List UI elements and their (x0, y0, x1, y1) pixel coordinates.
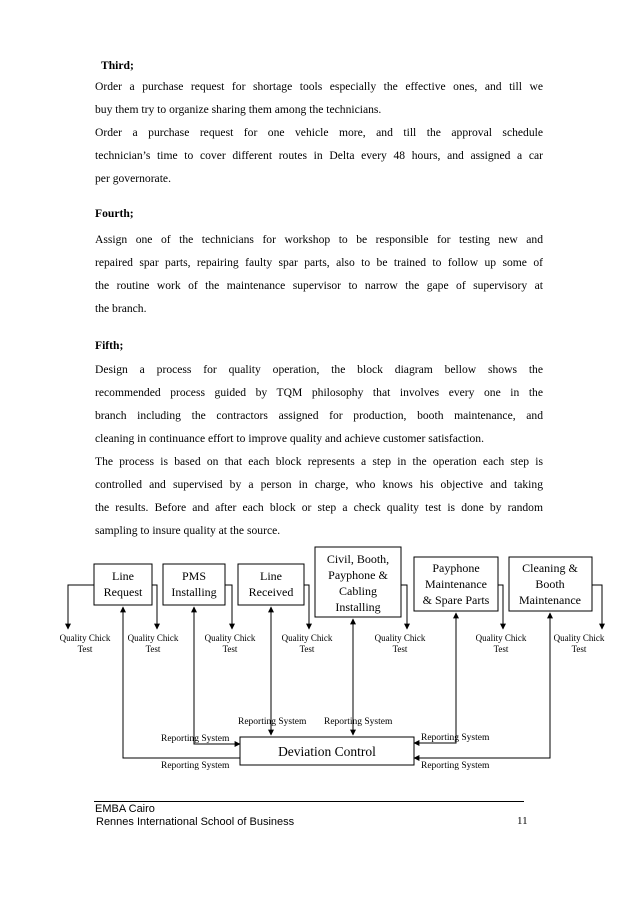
text-line: sampling to insure quality at the source. (95, 524, 281, 537)
quality-label: Quality Chick (553, 633, 605, 643)
quality-label: Test (299, 644, 315, 654)
deviation-control-label: Deviation Control (278, 744, 376, 759)
text-line: per governorate. (95, 172, 171, 185)
block-line-request (94, 564, 152, 605)
quality-label: Test (77, 644, 93, 654)
block-label: Maintenance (425, 577, 487, 591)
text-line: controlled and supervised by a person in charge, who knows his objective and taking (95, 478, 543, 491)
text-line: The process is based on that each block represents a step in the operation each step is (95, 455, 543, 468)
heading-third: Third; (101, 59, 134, 72)
quality-label: Test (392, 644, 408, 654)
block-pms-installing (163, 564, 225, 605)
quality-label: Test (493, 644, 509, 654)
block-label: Cleaning & (522, 561, 578, 575)
block-label: Received (248, 585, 294, 599)
block-label: Cabling (339, 584, 377, 598)
quality-test-labels (60, 633, 605, 654)
page-number: 11 (517, 815, 528, 827)
block-label: PMS (181, 569, 207, 583)
block-label: & Spare Parts (422, 593, 490, 607)
footer-divider (94, 801, 524, 802)
deviation-control-box (240, 737, 414, 765)
text-line: branch including the contractors assigned for production, booth maintenance, and (95, 409, 543, 422)
text-line: Order a purchase request for one vehicle more, and till the approval schedule (95, 126, 543, 139)
text-line: cleaning in continuance effort to improve quality and achieve customer satisfaction. (95, 432, 485, 445)
text-line: the routine work of the maintenance supervisor to narrow the gape of supervisory at (95, 279, 543, 292)
heading-fourth: Fourth; (95, 207, 134, 220)
block-payphone-maintenance (414, 557, 498, 611)
reporting-label: Reporting System (324, 717, 393, 727)
text-line: the results. Before and after each block or step a check quality test is done by random (95, 501, 543, 514)
text-line: recommended process guided by TQM philosophy that involves every one in the (95, 386, 543, 399)
text-line: Order a purchase request for shortage tools especially the effective ones, and till we (95, 80, 543, 93)
reporting-label: Reporting System (421, 733, 490, 743)
text-line: technician’s time to cover different routes in Delta every 48 hours, and assigned a car (95, 149, 543, 162)
footer-line-1: EMBA Cairo (95, 803, 155, 815)
block-label: Maintenance (519, 593, 581, 607)
quality-label: Quality Chick (374, 633, 426, 643)
text-line: buy them try to organize sharing them among the technicians. (95, 103, 382, 116)
block-label: Line (112, 569, 134, 583)
block-label: Installing (335, 600, 381, 614)
block-line-received (238, 564, 304, 605)
reporting-label: Reporting System (161, 761, 230, 771)
quality-label: Quality Chick (59, 633, 111, 643)
reporting-label: Reporting System (238, 717, 307, 727)
text-line: repaired spar parts, repairing faulty spar parts, also to be trained to follow up some of (95, 256, 543, 269)
reporting-label: Reporting System (421, 761, 490, 771)
quality-label: Quality Chick (281, 633, 333, 643)
text-line: the branch. (95, 302, 147, 315)
text-line: Assign one of the technicians for workshop to be responsible for testing new and (95, 233, 543, 246)
quality-label: Test (222, 644, 238, 654)
quality-label: Test (145, 644, 161, 654)
footer-line-2: Rennes International School of Business (96, 816, 295, 828)
block-label: Payphone & (328, 568, 388, 582)
quality-label: Quality Chick (204, 633, 256, 643)
reporting-label: Reporting System (161, 734, 230, 744)
block-label: Line (260, 569, 282, 583)
block-label: Payphone (432, 561, 480, 575)
quality-label: Quality Chick (475, 633, 527, 643)
quality-label: Test (571, 644, 587, 654)
block-label: Installing (171, 585, 217, 599)
block-civil-booth (315, 547, 401, 617)
block-cleaning-booth (509, 557, 592, 611)
quality-label: Quality Chick (127, 633, 179, 643)
text-line: Design a process for quality operation, the block diagram bellow shows the (95, 363, 543, 376)
heading-fifth: Fifth; (95, 339, 124, 352)
block-label: Booth (535, 577, 565, 591)
block-label: Request (103, 585, 143, 599)
block-label: Civil, Booth, (326, 552, 390, 566)
